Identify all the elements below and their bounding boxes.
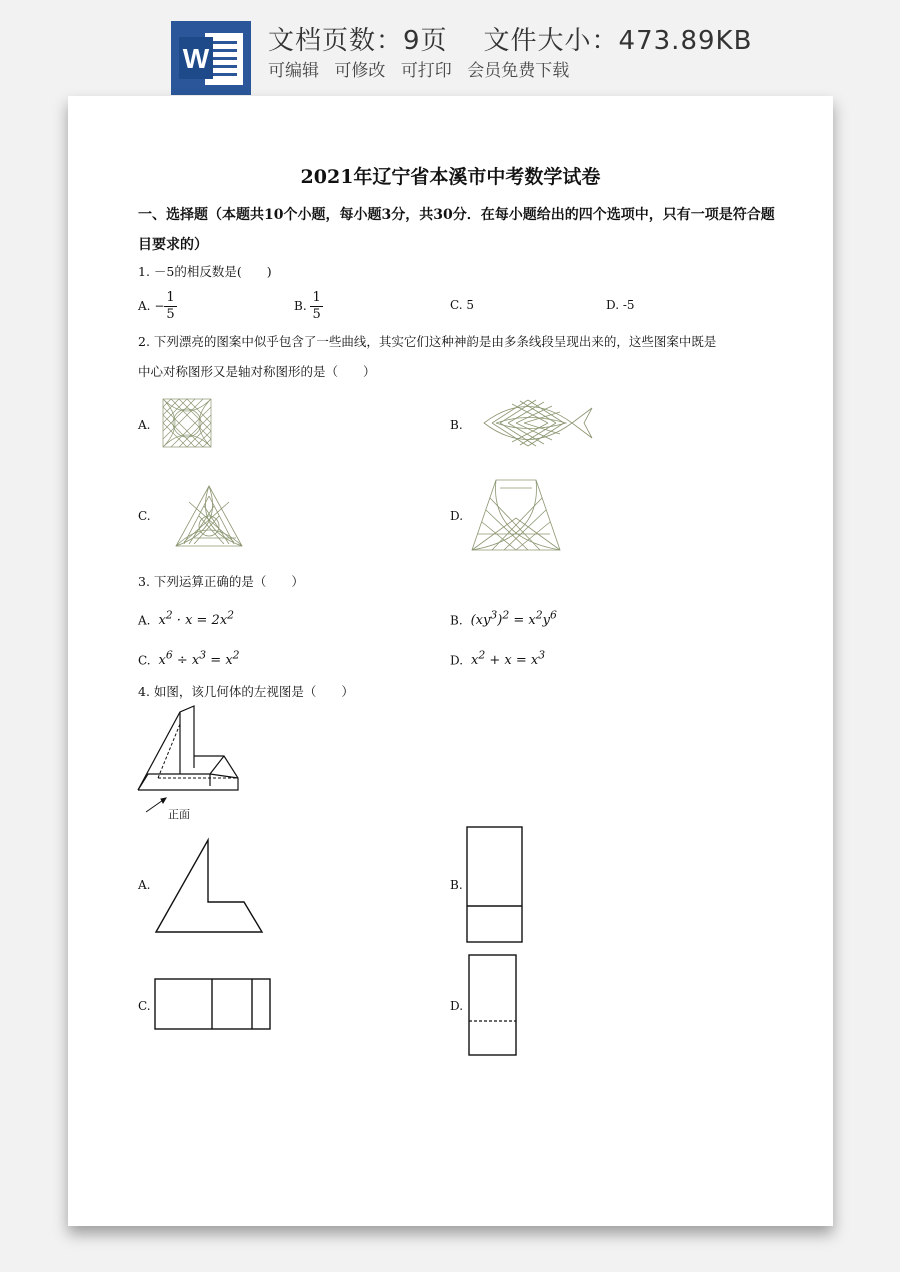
- q2-label-a: A.: [138, 418, 151, 432]
- q2-pattern-a: [162, 398, 212, 448]
- q3-option-d-label: D.: [450, 653, 464, 668]
- q3-option-a-formula: $x^2 \cdot x = 2x^2$: [154, 609, 235, 629]
- doc-pages: 文档页数：9页: [268, 26, 448, 56]
- q2-pattern-b-fish: [482, 396, 594, 450]
- q1-option-a-sign: −: [154, 299, 165, 313]
- q3-option-c: [138, 649, 240, 668]
- q3-option-a-label: A.: [138, 613, 151, 628]
- feature-printable: 可打印: [400, 61, 452, 81]
- word-icon-letter: W: [182, 43, 210, 74]
- q2-label-c: C.: [138, 509, 151, 523]
- q1-option-a: [138, 290, 177, 323]
- q3-option-b-formula: $(xy^3)^2 = x^2y^6$: [466, 609, 557, 629]
- q1-a-numerator: 1: [166, 290, 175, 305]
- q3-option-d: [450, 649, 545, 668]
- q1-option-b-label: B.: [294, 299, 307, 313]
- section-heading: 一、选择题（本题共10个小题，每小题3分，共30分．在每小题给出的四个选项中，只有一项是符合题目要求的）: [138, 207, 775, 253]
- q4-label-a: A.: [138, 878, 151, 892]
- q4-option-d-view: [468, 954, 518, 1058]
- q2-label-b: B.: [450, 418, 463, 432]
- banner-file-info: [268, 20, 752, 57]
- q4-option-a-view: [154, 838, 264, 934]
- q2-pattern-c-triangle: [174, 484, 244, 548]
- q4-front-label: 正面: [168, 808, 190, 821]
- q1-option-a-label: A.: [138, 299, 151, 313]
- q3-option-c-label: C.: [138, 653, 151, 668]
- document-page: [68, 96, 833, 1226]
- q4-solid-figure: [136, 704, 246, 814]
- q3-stem: 3. 下列运算正确的是（ ）: [138, 574, 304, 589]
- q4-option-c-view: [154, 978, 272, 1030]
- feature-editable: 可编辑: [268, 61, 319, 81]
- word-icon: [171, 21, 251, 95]
- q4-option-b-view: [466, 826, 524, 944]
- q2-label-d: D.: [450, 509, 464, 523]
- q4-label-c: C.: [138, 999, 151, 1013]
- q1-option-b: [294, 290, 323, 323]
- q1-a-denominator: 5: [166, 307, 175, 322]
- q2-pattern-d-trapezoid: [470, 478, 562, 552]
- q1-option-c: C. 5: [450, 298, 475, 312]
- q2-stem-line2: 中心对称图形又是轴对称图形的是（ ）: [138, 364, 376, 379]
- q1-stem: 1. －5的相反数是( ): [138, 264, 272, 279]
- q3-option-b-label: B.: [450, 613, 463, 628]
- q3-option-a: [138, 609, 234, 628]
- q4-label-d: D.: [450, 999, 464, 1013]
- q4-label-b: B.: [450, 878, 463, 892]
- file-size: 文件大小：473.89KB: [483, 26, 753, 56]
- feature-free-download: 会员免费下载: [467, 61, 570, 81]
- banner-features: [268, 56, 579, 81]
- q3-option-d-formula: $x^2 + x = x^3$: [466, 649, 546, 669]
- q4-stem: 4. 如图，该几何体的左视图是（ ）: [138, 684, 354, 699]
- download-banner: [0, 0, 900, 100]
- q1-b-denominator: 5: [312, 307, 321, 322]
- q3-option-b: [450, 609, 557, 628]
- page-title: 2021年辽宁省本溪市中考数学试卷: [300, 166, 601, 188]
- q1-b-numerator: 1: [312, 290, 321, 305]
- q3-option-c-formula: $x^6 \div x^3 = x^2$: [154, 649, 240, 669]
- q2-stem-line1: 2. 下列漂亮的图案中似乎包含了一些曲线，其实它们这种神韵是由多条线段呈现出来的，这些图案中既是: [138, 334, 717, 349]
- q1-option-d: D. -5: [606, 298, 635, 312]
- feature-modifiable: 可修改: [334, 61, 386, 81]
